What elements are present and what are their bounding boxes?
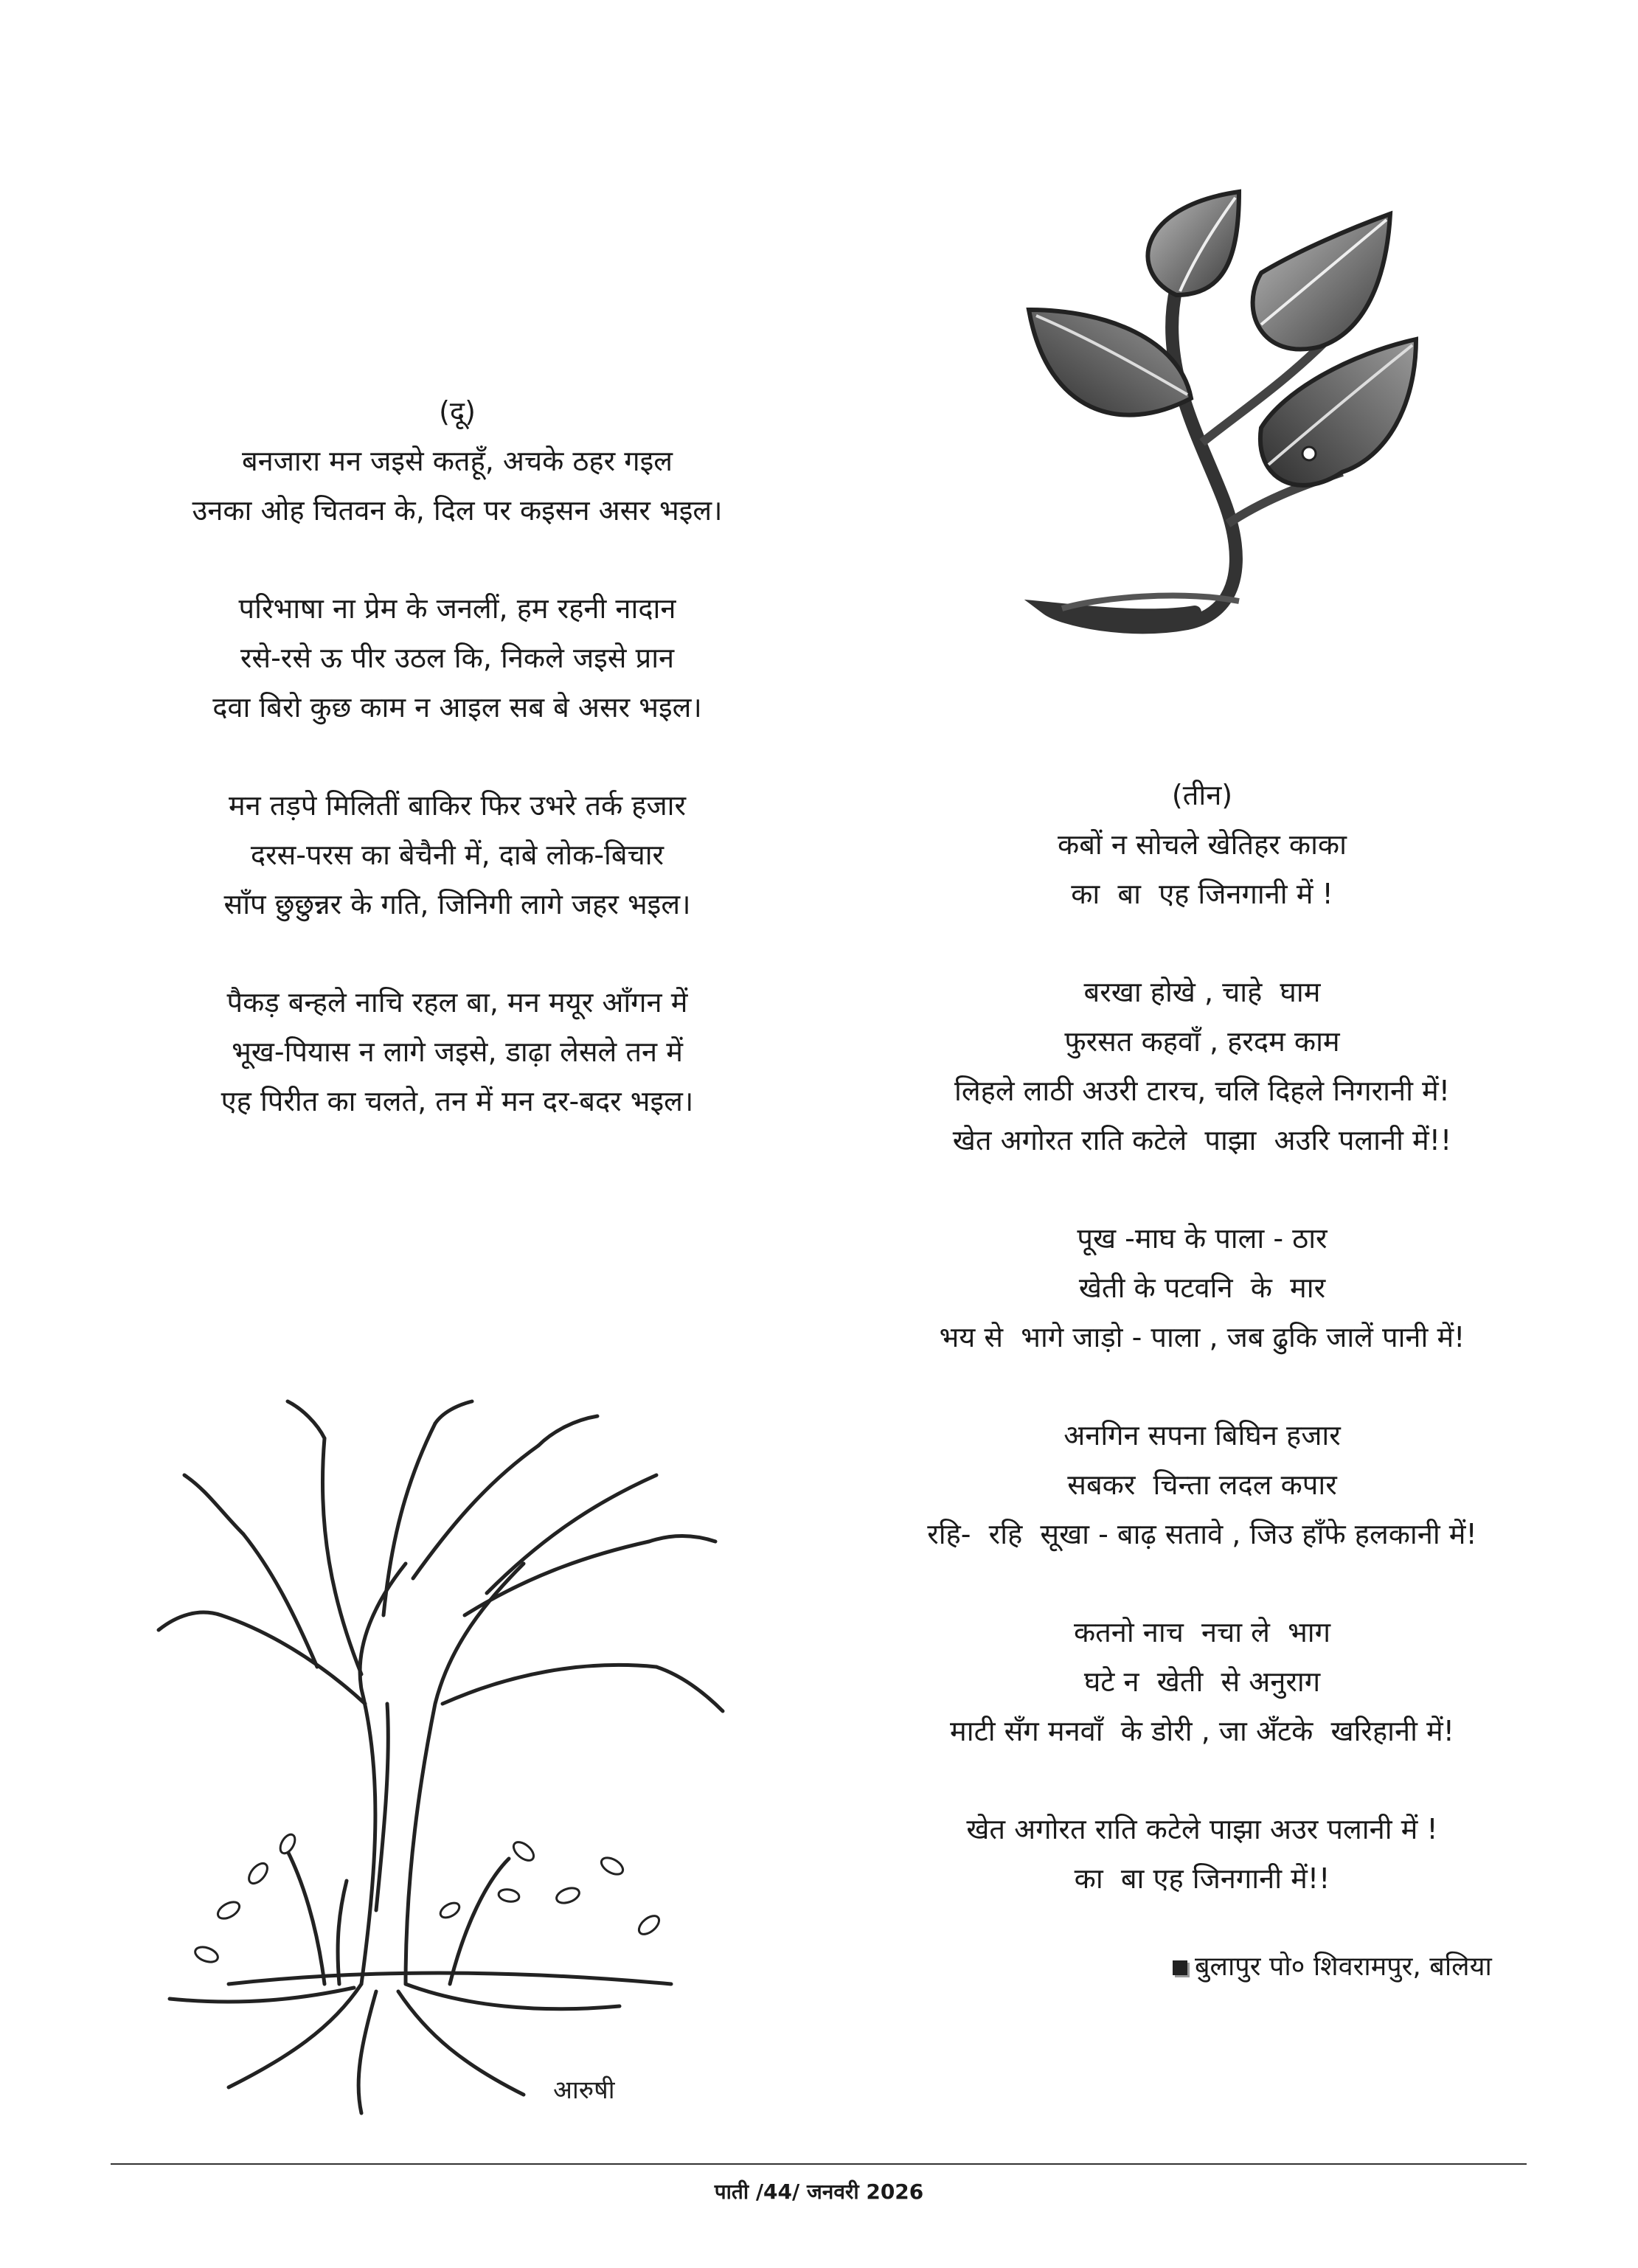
verse-line: उनका ओह चितवन के, दिल पर कइसन असर भइल।: [192, 494, 723, 527]
verse-line: खेत अगोरत राति कटेले पाझा अउरि पलानी में!!: [952, 1124, 1452, 1156]
verse-line: भय से भागे जाड़ो - पाला , जब ढुकि जालें पानी में!: [939, 1321, 1465, 1353]
verse-line: खेत अगोरत राति कटेले पाझा अउर पलानी में !: [966, 1813, 1438, 1845]
verse-line: बरखा होखे , चाहे घाम: [1083, 976, 1321, 1008]
verse-line: मन तड़पे मिलितीं बाकिर फिर उभरे तर्क हजार: [228, 789, 687, 822]
verse-line: घटे न खेती से अनुराग: [1083, 1665, 1321, 1698]
verse-line: रहि- रहि सूखा - बाढ़ सतावे , जिउ हाँफे हलकानी में!: [927, 1518, 1477, 1550]
square-bullet-icon: [1173, 1960, 1187, 1975]
poem-three: [833, 771, 1571, 1904]
verse-line: परिभाषा ना प्रेम के जनलीं, हम रहनी नादान: [238, 592, 676, 625]
verse-line: खेती के पटवनि के मार: [1078, 1272, 1326, 1304]
author-address: [1173, 1947, 1492, 1983]
verse-line: साँप छुछुन्नर के गति, जिनिगी लागे जहर भइल।: [223, 888, 691, 920]
verse-line: भूख-पियास न लागे जइसे, डाढ़ा लेसले तन में: [232, 1036, 683, 1068]
verse-line: का बा एह जिनगानी में !: [1071, 878, 1333, 910]
verse-line: बनजारा मन जइसे कतहूँ, अचके ठहर गइल: [241, 445, 673, 477]
bare-tree-illustration: [140, 1394, 774, 2117]
verse-line: का बा एह जिनगानी में!!: [1074, 1862, 1330, 1895]
verse-line: अनगिन सपना बिघिन हजार: [1063, 1419, 1341, 1452]
poem-two: [111, 387, 804, 1126]
verse-line: पूख -माघ के पाला - ठार: [1077, 1222, 1328, 1255]
verse-line: कतनो नाच नचा ले भाग: [1073, 1616, 1331, 1648]
footer-divider: [111, 2163, 1527, 2165]
verse-line: दरस-परस का बेचैनी में, दाबे लोक-बिचार: [250, 839, 664, 871]
tree-signature: आरुषी: [553, 2075, 615, 2105]
verse-line: लिहले लाठी अउरी टारच, चलि दिहले निगरानी में!: [954, 1075, 1450, 1107]
verse-line: रसे-रसे ऊ पीर उठल कि, निकले जइसे प्रान: [240, 642, 675, 674]
page-footer: पाती /44/ जनवरी 2026: [714, 2179, 924, 2204]
verse-line: माटी सँग मनवाँ के डोरी , जा अँटके खरिहानी में!: [950, 1715, 1454, 1747]
verse-line: सबकर चिन्ता लदल कपार: [1067, 1468, 1337, 1501]
verse-line: दवा बिरो कुछ काम न आइल सब बे असर भइल।: [212, 691, 702, 724]
poem-two-heading: (दू): [439, 395, 476, 428]
leaf-sprout-illustration: [1018, 177, 1431, 664]
verse-line: फुरसत कहवाँ , हरदम काम: [1064, 1025, 1340, 1058]
verse-line: पैकड़ बन्हले नाचि रहल बा, मन मयूर आँगन में: [226, 986, 688, 1019]
verse-line: एह पिरीत का चलते, तन में मन दर-बदर भइल।: [221, 1085, 694, 1117]
poem-three-heading: (तीन): [1171, 779, 1233, 811]
author-address-text: बुलापुर पो० शिवरामपुर, बलिया: [1195, 1952, 1492, 1982]
verse-line: कबों न सोचले खेतिहर काका: [1058, 828, 1347, 861]
